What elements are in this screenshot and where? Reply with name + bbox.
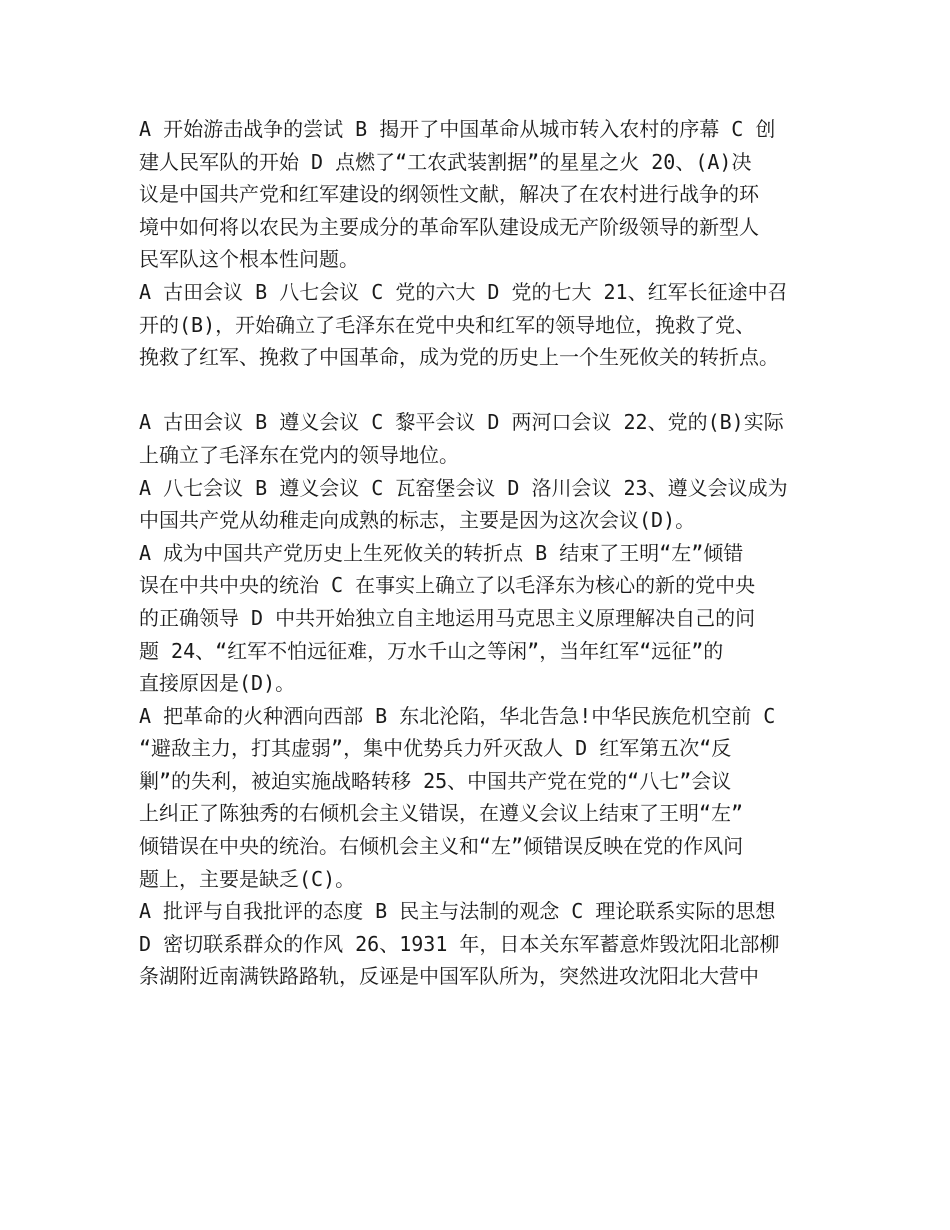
text-line: “避敌主力，打其虚弱”，集中优势兵力歼灭敌人 D 红军第五次“反 bbox=[139, 736, 732, 761]
text-line: 上确立了毛泽东在党内的领导地位。 bbox=[139, 442, 459, 467]
text-line: A 古田会议 B 遵义会议 C 黎平会议 D 两河口会议 22、党的(B)实际 bbox=[139, 410, 784, 435]
text-line: A 批评与自我批评的态度 B 民主与法制的观念 C 理论联系实际的思想 bbox=[139, 899, 776, 924]
text-line: D 密切联系群众的作风 26、1931 年，日本关东军蓄意炸毁沈阳北部柳 bbox=[139, 931, 780, 956]
text-line: 题 24、“红军不怕远征难，万水千山之等闲”，当年红军“远征”的 bbox=[139, 638, 724, 663]
text-line: 直接原因是(D)。 bbox=[139, 671, 296, 696]
text-line: 境中如何将以农民为主要成分的革命军队建设成无产阶级领导的新型人 bbox=[139, 214, 759, 239]
text-line: 议是中国共产党和红军建设的纲领性文献，解决了在农村进行战争的环 bbox=[139, 182, 759, 207]
text-line: 误在中共中央的统治 C 在事实上确立了以毛泽东为核心的新的党中央 bbox=[139, 573, 756, 598]
text-line: 条湖附近南满铁路路轨，反诬是中国军队所为，突然进攻沈阳北大营中 bbox=[139, 964, 759, 989]
text-line: A 开始游击战争的尝试 B 揭开了中国革命从城市转入农村的序幕 C 创 bbox=[139, 117, 776, 141]
text-line: A 八七会议 B 遵义会议 C 瓦窑堡会议 D 洛川会议 23、遵义会议成为 bbox=[139, 475, 788, 500]
text-line: A 古田会议 B 八七会议 C 党的六大 D 党的七大 21、红军长征途中召 bbox=[139, 279, 788, 304]
text-line: 上纠正了陈独秀的右倾机会主义错误，在遵义会议上结束了王明“左” bbox=[139, 801, 744, 826]
text-line: 倾错误在中央的统治。右倾机会主义和“左”倾错误反映在党的作风问 bbox=[139, 834, 744, 859]
text-line: A 把革命的火种洒向西部 B 东北沦陷，华北告急!中华民族危机空前 C bbox=[139, 703, 776, 728]
text-line: 题上，主要是缺乏(C)。 bbox=[139, 866, 356, 891]
text-line: 开的(B)，开始确立了毛泽东在党中央和红军的领导地位，挽救了党、 bbox=[139, 312, 756, 337]
text-line: 的正确领导 D 中共开始独立自主地运用马克思主义原理解决自己的问 bbox=[139, 605, 756, 630]
text-line: A 成为中国共产党历史上生死攸关的转折点 B 结束了王明“左”倾错 bbox=[139, 540, 744, 565]
text-line: 建人民军队的开始 D 点燃了“工农武装割据”的星星之火 20、(A)决 bbox=[139, 149, 752, 174]
document-body bbox=[139, 113, 829, 993]
text-line: 剿”的失利，被迫实施战略转移 25、中国共产党在党的“八七”会议 bbox=[139, 768, 732, 793]
text-line: 民军队这个根本性问题。 bbox=[139, 247, 359, 272]
text-line: 挽救了红军、挽救了中国革命，成为党的历史上一个生死攸关的转折点。 bbox=[139, 345, 779, 370]
blank-line bbox=[139, 374, 829, 407]
text-line: 中国共产党从幼稚走向成熟的标志，主要是因为这次会议(D)。 bbox=[139, 508, 696, 533]
